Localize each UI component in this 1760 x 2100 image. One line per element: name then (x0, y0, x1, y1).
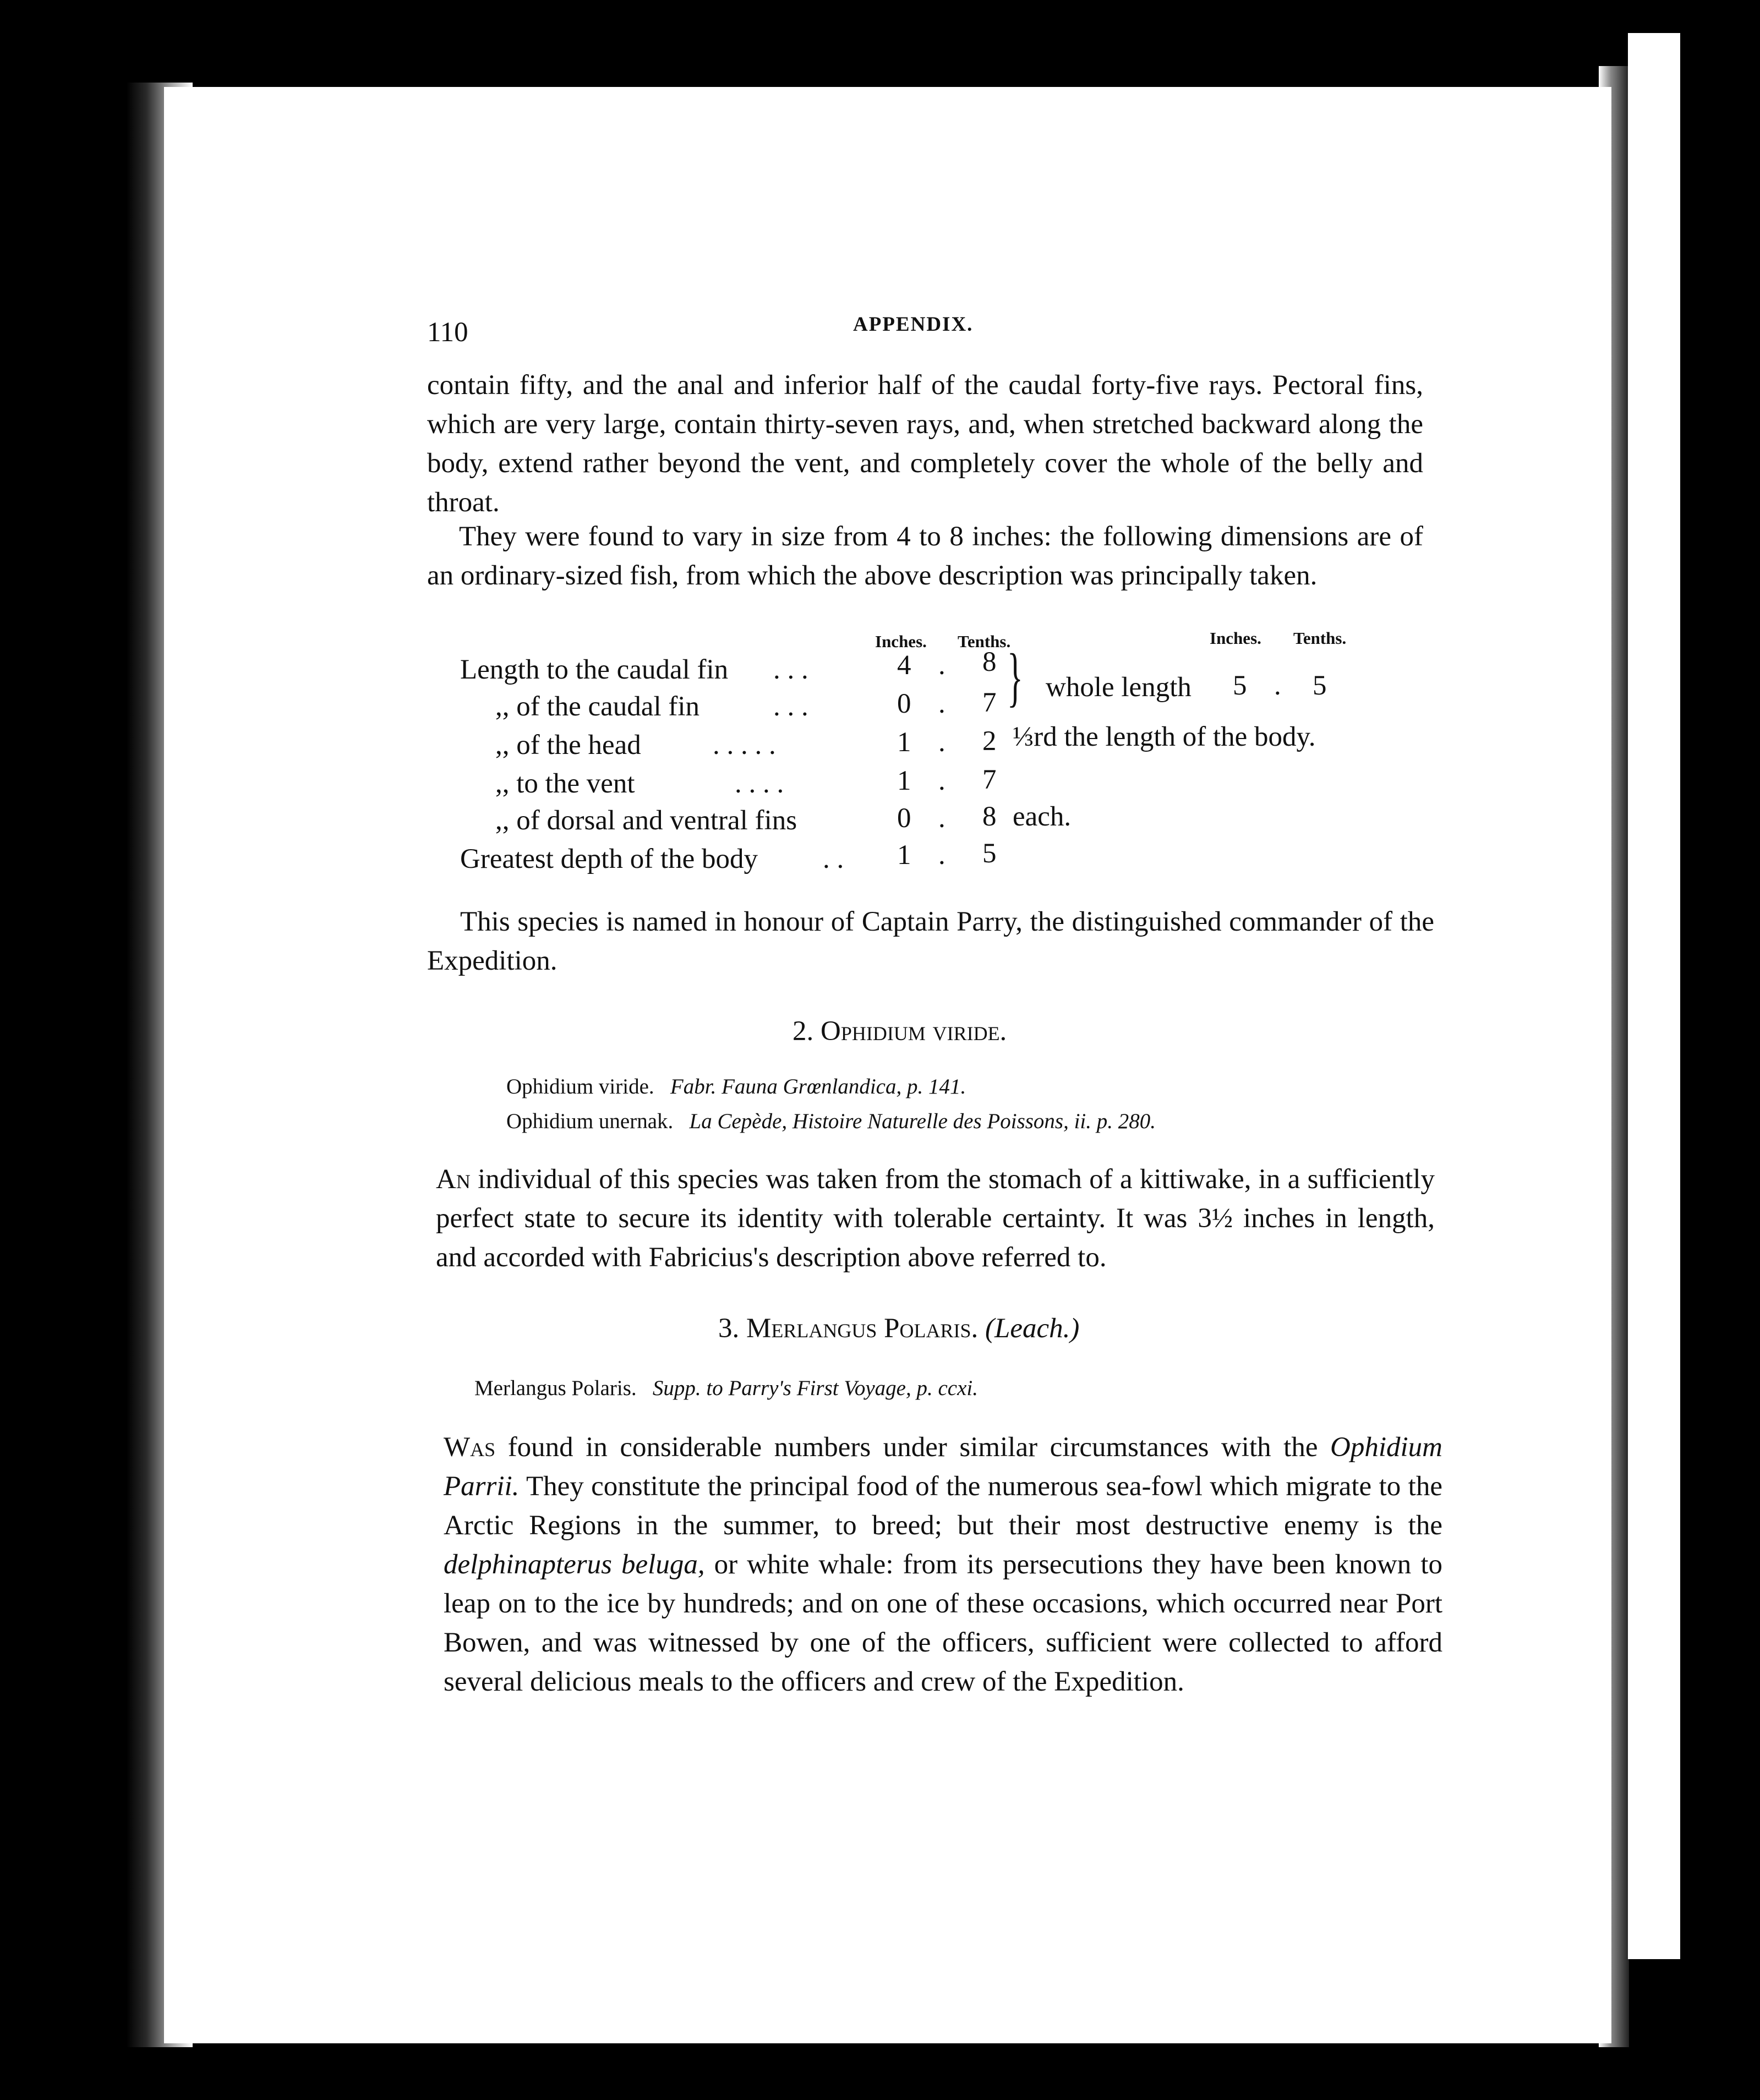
citation-name: Ophidium unernak. (506, 1109, 674, 1133)
lead-word: Was (444, 1432, 496, 1463)
row-note: each. (1013, 801, 1072, 832)
column-header-tenths-2: Tenths. (1293, 628, 1347, 648)
lead-word: An (436, 1164, 471, 1195)
paragraph-fin-rays: contain fifty, and the anal and inferior half of the caudal forty-five rays. Pectoral fins, which are very large, contain thirty-seven rays, and, when stretched backward along the body, extend rather beyond the vent, and completely cover the whole of the belly and throat. (427, 370, 1423, 518)
species-name: delphinapterus beluga, (444, 1549, 705, 1580)
next-page-edge (1628, 33, 1680, 1959)
row-leader-dots: . . . . (735, 768, 784, 799)
row-inches: 1 (897, 765, 911, 796)
section-title: Ophidium viride. (821, 1016, 1007, 1047)
paragraph-text: or white whale: from its persecutions they have been known to leap on to the ice by hundreds; and on one of these occasions, which occurred near Port Bowen, and was witnessed by one of the officers, sufficient were collected to afford several delicious meals to the officers and crew of the Expedition. (444, 1549, 1443, 1697)
section-title: Merlangus Polaris. (746, 1313, 979, 1344)
column-header-inches: Inches. (875, 632, 927, 651)
citation (474, 1376, 978, 1401)
row-label: Greatest depth of the body (460, 844, 758, 874)
row-leader-dots: . . (823, 844, 844, 874)
running-title: APPENDIX. (853, 313, 974, 336)
row-label: ,, of dorsal and ventral fins (495, 805, 797, 836)
row-label: ,, of the caudal fin (495, 691, 700, 722)
paragraph-text: They constitute the principal food of the numerous sea-fowl which migrate to the Arctic Regions in the summer, to breed; but their most destructive enemy is the (444, 1471, 1442, 1541)
whole-length-label: whole length (1046, 672, 1191, 703)
section-author: (Leach.) (985, 1313, 1080, 1344)
row-tenths: 7 (982, 764, 997, 795)
row-inches: 4 (897, 650, 911, 681)
paragraph-naming: This species is named in honour of Captain Parry, the distinguished commander of the Expedition. (427, 906, 1434, 976)
row-label: ,, to the vent (495, 768, 635, 799)
row-inches: 1 (897, 840, 911, 871)
row-tenths: 7 (982, 687, 997, 718)
column-header-inches-2: Inches. (1210, 628, 1261, 648)
section-number: 3. (718, 1313, 740, 1344)
row-inches: 0 (897, 803, 911, 834)
row-leader-dots: . . . (773, 691, 808, 722)
page-number: 110 (427, 317, 468, 348)
citation-ref: Supp. to Parry's First Voyage, p. ccxi. (652, 1376, 978, 1400)
citation (506, 1074, 966, 1099)
section-heading-3 (718, 1312, 1079, 1344)
whole-length-tenths: 5 (1313, 670, 1327, 701)
paragraph-ophidium-viride (436, 1160, 1435, 1277)
row-tenths: 8 (982, 647, 997, 677)
section-heading-2 (792, 1015, 1007, 1047)
row-leader-dots: . . . (773, 654, 808, 685)
paragraph-size: They were found to vary in size from 4 to 8 inches: the following dimensions are of an ordinary-sized fish, from which the above description was principally taken. (427, 521, 1423, 591)
row-tenths: 8 (982, 801, 997, 832)
paragraph-text: individual of this species was taken from the stomach of a kittiwake, in a sufficiently perfect state to secure its identity with tolerable certainty. It was 3½ inches in length, and accorded with Fabricius's description above referred to. (436, 1164, 1435, 1273)
column-header-tenths: Tenths. (958, 632, 1011, 651)
row-note: ⅓rd the length of the body. (1013, 721, 1316, 752)
paragraph-merlangus (444, 1428, 1442, 1702)
row-label: Length to the caudal fin (460, 654, 729, 685)
species-name: Ophidium Parrii. (444, 1432, 1443, 1502)
row-tenths: 5 (982, 838, 997, 869)
citation-ref: La Cepède, Histoire Naturelle des Poissons, ii. p. 280. (689, 1109, 1156, 1133)
citation-name: Merlangus Polaris. (474, 1376, 637, 1400)
brace-symbol: } (1007, 640, 1023, 713)
row-inches: 1 (897, 727, 911, 758)
section-number: 2. (792, 1016, 814, 1047)
whole-length-inches: 5 (1233, 670, 1247, 701)
row-inches: 0 (897, 688, 911, 719)
row-label: ,, of the head (495, 730, 641, 761)
citation-name: Ophidium viride. (506, 1075, 654, 1098)
row-tenths: 2 (982, 726, 997, 757)
row-leader-dots: . . . . . (713, 730, 776, 761)
citation-ref: Fabr. Fauna Grœnlandica, p. 141. (670, 1075, 966, 1098)
paragraph-text: found in considerable numbers under similar circumstances with the (507, 1432, 1318, 1463)
citation (506, 1109, 1156, 1134)
